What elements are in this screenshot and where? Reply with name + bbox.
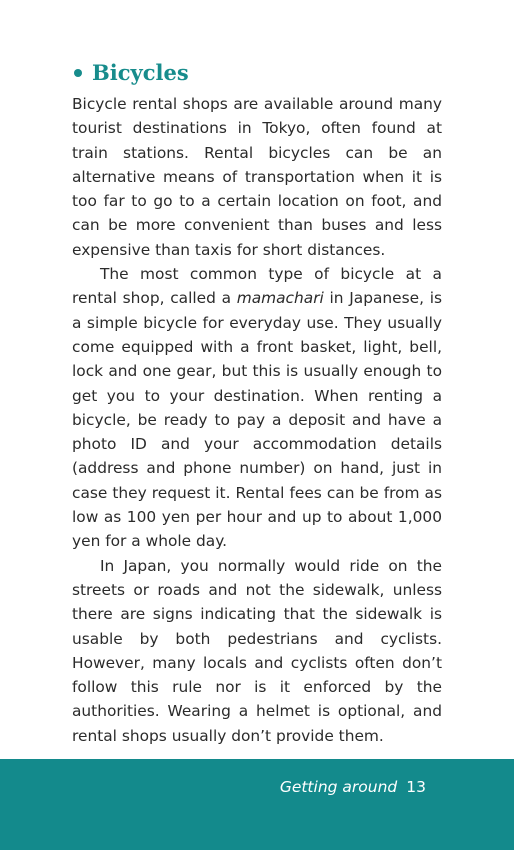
section-heading: [72, 58, 442, 88]
paragraph-intro: [72, 92, 442, 262]
section-title: Bicycles: [92, 60, 189, 85]
page-content: [72, 58, 442, 748]
footer-section-name: Getting around: [279, 778, 398, 796]
paragraph-text: In Japan, you normally would ride on the streets or roads and not the sidewalk, unless there are signs indicating that the sidewalk is usable by both pedestrians and cyclists. However, many locals and cyclists often don’t follow this rule nor is it enforced by the authorities. Wearing a helmet is optional, and rental shops usually don’t provide them.: [72, 556, 442, 745]
page-footer: [0, 759, 514, 850]
paragraph-text: Bicycle rental shops are available around many tourist destinations in Tokyo, often found at train stations. Rental bicycles can be an alternative means of transportation when it is too far to go to a certain location on foot, and can be more convenient than buses and less expensive than taxis for short distances.: [72, 95, 442, 259]
paragraph-riding-rules: [72, 554, 442, 748]
paragraph-text: in Japanese, is a simple bicycle for everyday use. They usually come equipped with a front basket, light, bell, lock and one gear, but this is usually enough to get you to your destination. When renting a bicycle, be ready to pay a deposit and have a photo ID and your accommodation details (address and phone number) on hand, just in case they request it. Rental fees can be from as low as 100 yen per hour and up to about 1,000 yen for a whole day.: [72, 289, 442, 551]
bullet-icon: [74, 69, 82, 77]
emphasis-term: mamachari: [236, 289, 324, 308]
page-number: 13: [406, 778, 426, 796]
paragraph-text: The most common type of bicycle at a rental shop, called a: [72, 265, 442, 308]
paragraph-bicycle-type: [72, 262, 442, 554]
footer-label: [280, 777, 426, 797]
